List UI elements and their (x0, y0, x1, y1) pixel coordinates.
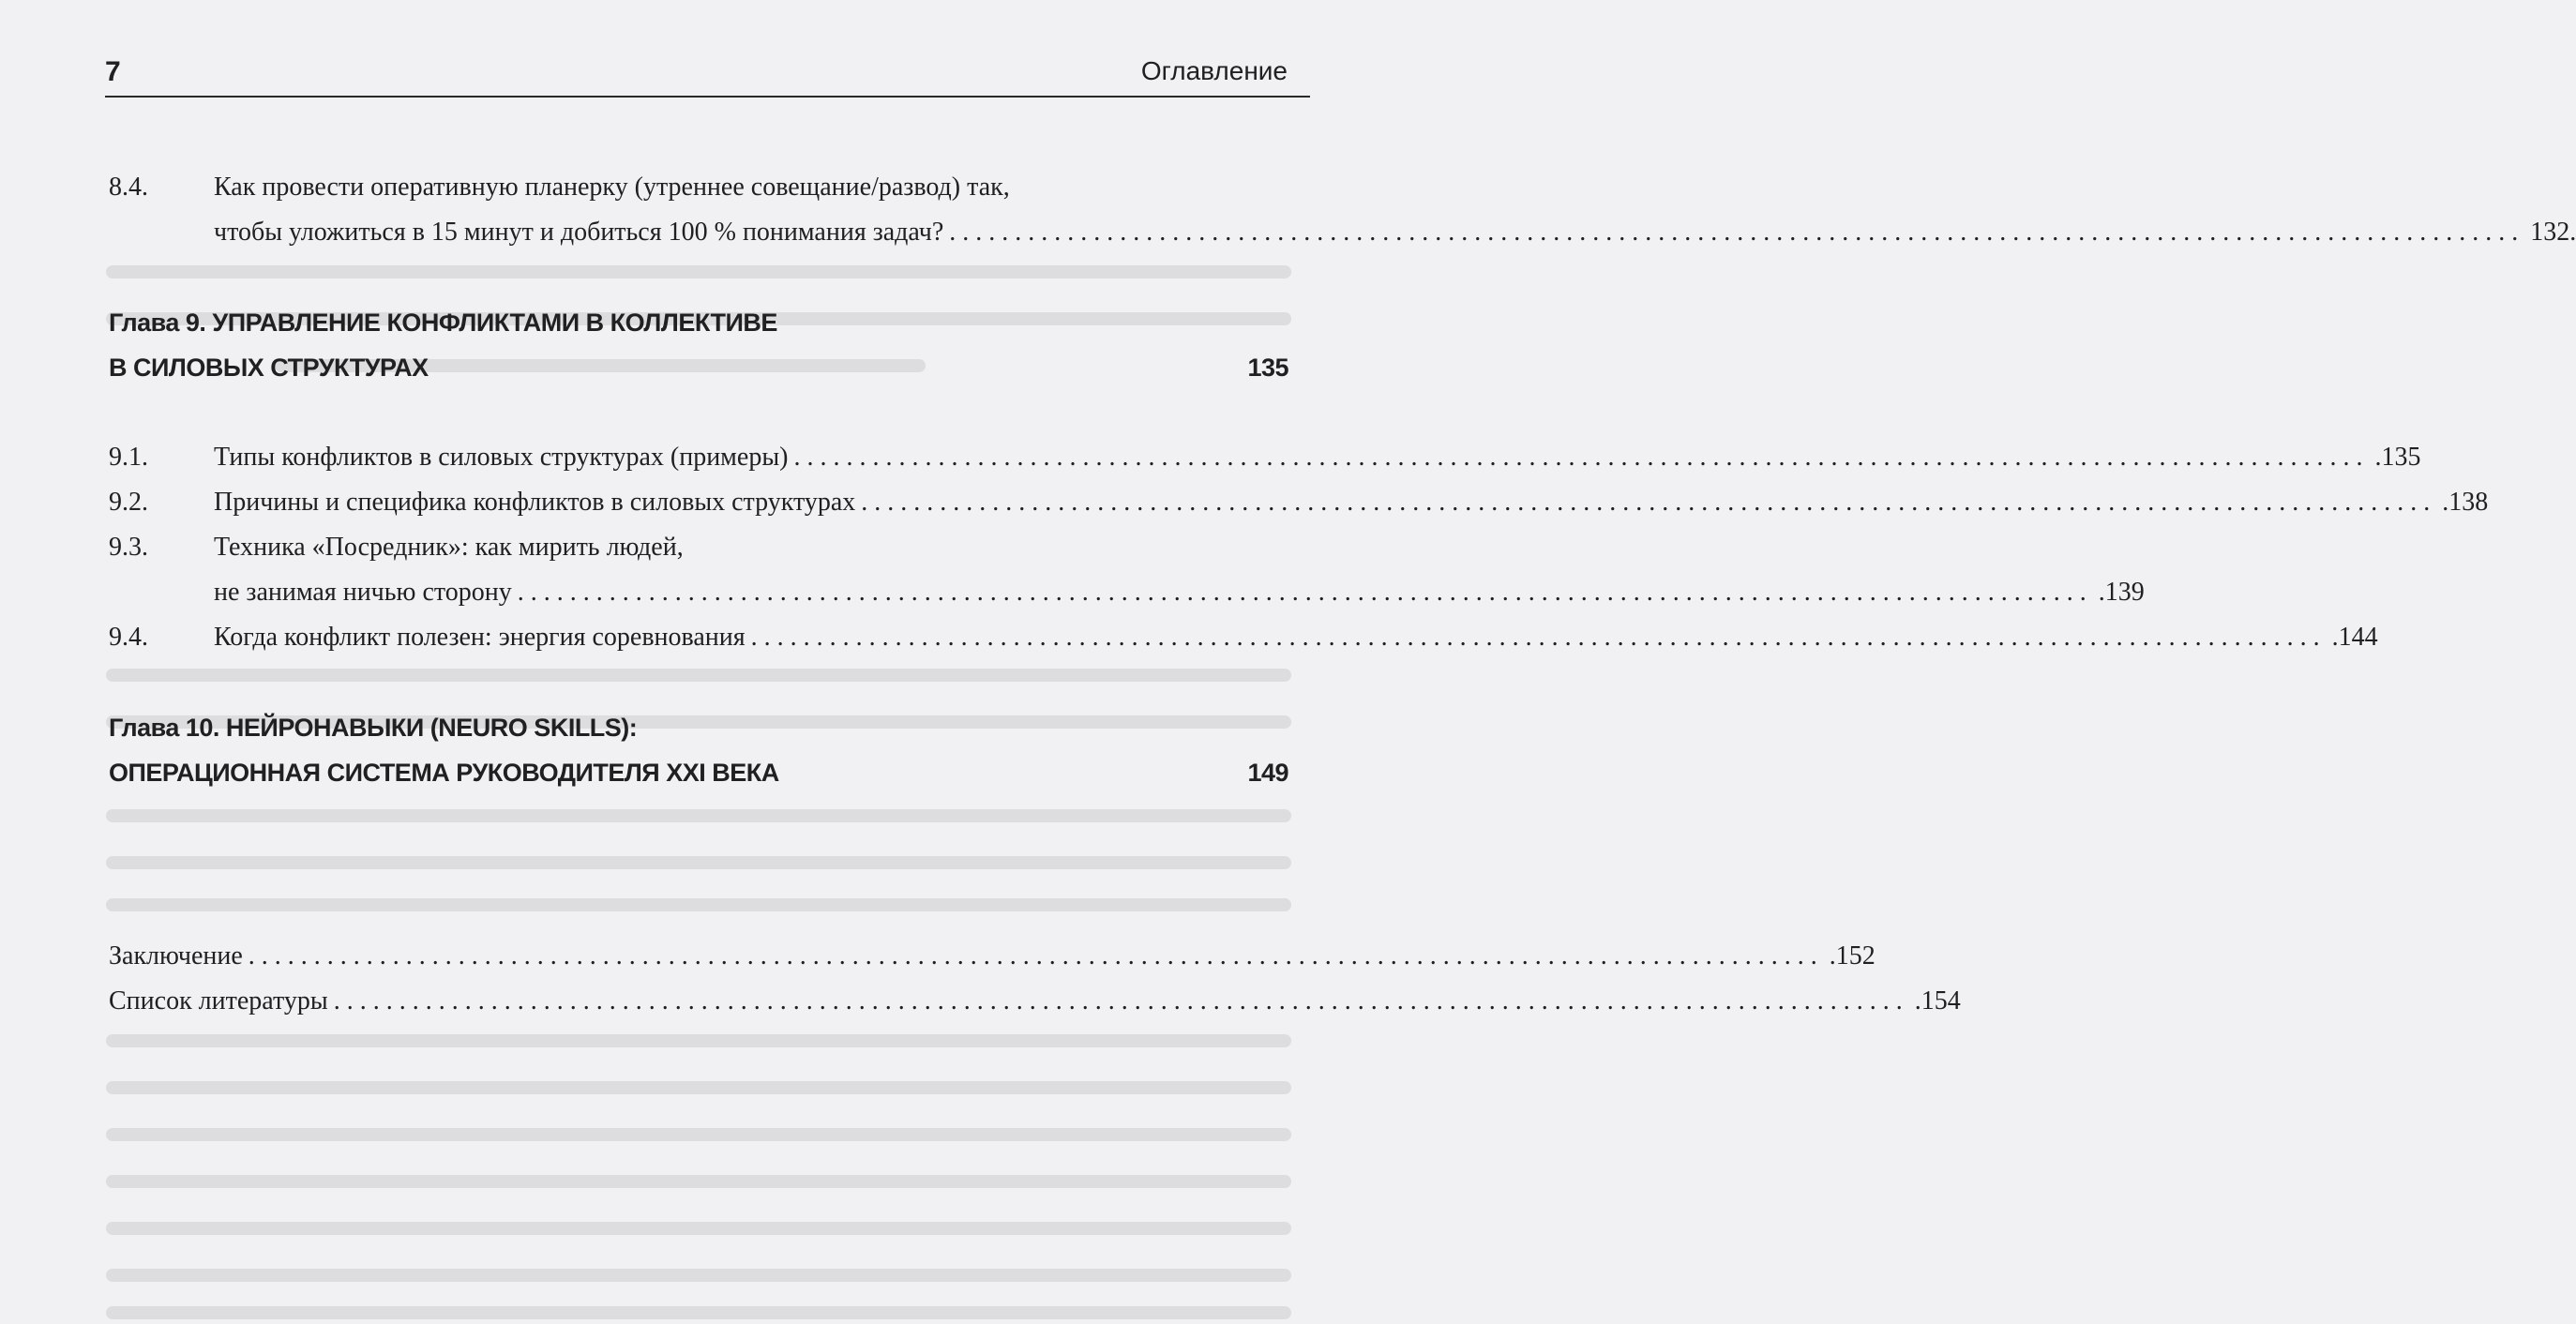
toc-entry-9-1 (109, 435, 2421, 480)
section-number: 9.3. (109, 533, 148, 562)
chapter-10-heading (109, 705, 1288, 795)
section-number: 9.4. (109, 623, 148, 652)
section-title-line2: не занимая ничью сторону (214, 578, 512, 607)
entry-page: .154 (1914, 986, 1961, 1016)
toc-entry-conclusion (109, 934, 1876, 979)
chapter-title-line2: ОПЕРАЦИОННАЯ СИСТЕМА РУКОВОДИТЕЛЯ XXI ВЕКА (109, 759, 779, 787)
dot-leader: ........................................................................................................................ (517, 578, 2093, 607)
entry-page: .152 (1829, 941, 1876, 970)
toc-entry-9-3-line1 (109, 525, 1290, 570)
section-page: 132. (2530, 218, 2576, 247)
dot-leader: ........................................................................................................................ (248, 941, 1824, 970)
chapter-page: 149 (1247, 759, 1288, 787)
section-page: .138 (2442, 488, 2489, 517)
section-title: Типы конфликтов в силовых структурах (примеры) (214, 443, 789, 472)
section-number: 9.1. (109, 443, 148, 472)
toc-entry-bibliography (109, 979, 1961, 1024)
section-title-line1: Как провести оперативную планерку (утреннее совещание/развод) так, (214, 173, 1010, 202)
chapter-title-line2: В СИЛОВЫХ СТРУКТУРАХ (109, 354, 429, 382)
section-number: 9.2. (109, 488, 148, 517)
chapter-title-line1: Глава 10. НЕЙРОНАВЫКИ (NEURO SKILLS): (109, 714, 638, 742)
chapter-page: 135 (1247, 354, 1288, 382)
toc-entry-8-4-line2 (109, 210, 2576, 255)
chapter-title-line1: Глава 9. УПРАВЛЕНИЕ КОНФЛИКТАМИ В КОЛЛЕКТИВЕ (109, 308, 777, 337)
toc-entry-8-4-line1 (109, 165, 1290, 210)
section-title: Когда конфликт полезен: энергия соревнования (214, 623, 746, 652)
entry-title: Список литературы (109, 986, 328, 1016)
section-page: .144 (2331, 623, 2378, 652)
page-number: 7 (105, 56, 121, 87)
chapter-9-heading (109, 300, 1288, 390)
section-number: 8.4. (109, 173, 148, 202)
section-title: Причины и специфика конфликтов в силовых структурах (214, 488, 856, 517)
page-header (105, 53, 1310, 98)
dot-leader: ........................................................................................................................ (793, 443, 2370, 472)
running-title: Оглавление (1140, 56, 1288, 85)
toc-entry-9-4 (109, 615, 2378, 660)
dot-leader: ........................................................................................................................ (333, 986, 1909, 1016)
section-title-line1: Техника «Посредник»: как мирить людей, (214, 533, 684, 562)
section-title-line2: чтобы уложиться в 15 минут и добиться 100 % понимания задач? (214, 218, 944, 247)
dot-leader: ........................................................................................................................ (949, 218, 2525, 247)
dot-leader: ........................................................................................................................ (861, 488, 2437, 517)
entry-title: Заключение (109, 941, 243, 970)
section-page: .135 (2374, 443, 2421, 472)
dot-leader: ........................................................................................................................ (750, 623, 2327, 652)
section-page: .139 (2098, 578, 2145, 607)
toc-entry-9-3-line2 (109, 570, 2145, 615)
toc-entry-9-2 (109, 480, 2489, 525)
